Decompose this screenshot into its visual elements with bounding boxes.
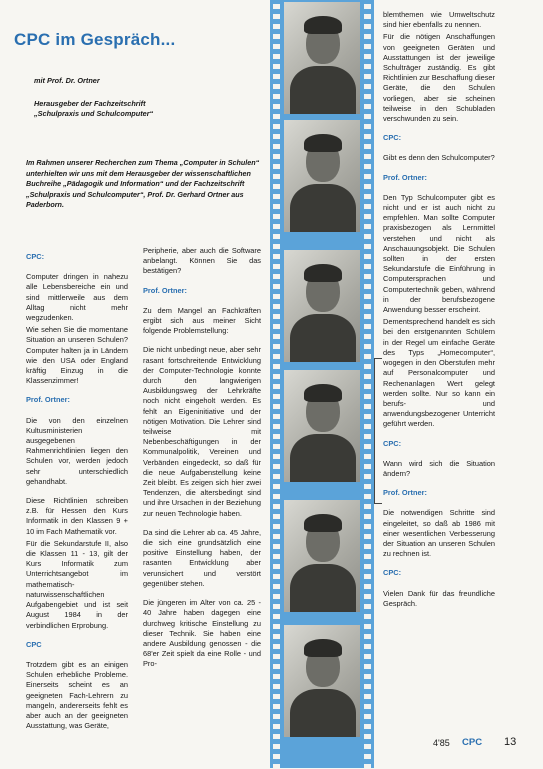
- perf-right: [364, 754, 371, 759]
- perf-right: [364, 544, 371, 549]
- perf-left: [273, 104, 280, 109]
- interview-partner: mit Prof. Dr. Ortner: [34, 76, 100, 85]
- speaker-label: CPC: [26, 639, 42, 649]
- perf-right: [364, 564, 371, 569]
- perf-left: [273, 584, 280, 589]
- perf-left: [273, 84, 280, 89]
- speaker-label: CPC:: [383, 568, 402, 578]
- perf-left: [273, 754, 280, 759]
- perf-right: [364, 184, 371, 189]
- perf-right: [364, 634, 371, 639]
- perf-left: [273, 454, 280, 459]
- perf-right: [364, 194, 371, 199]
- intro-paragraph: Im Rahmen unserer Recherchen zum Thema „Computer in Schulen“ unterhielten wir uns mit dem Herausgeber der wissenschaftlichen Buchreihe „Pädagogik und Information“ und der Fachzeitschrift „Schulpraxis und Schulcomputer“, Prof. Dr. Gerhard Ortner aus Paderborn.: [26, 158, 260, 210]
- paragraph: Diese Richtlinien schreiben z.B. für Hessen den Kurs Informatik in den Klassen 9 + 10 im Fach Mathematik vor.: [26, 496, 128, 536]
- perf-right: [364, 424, 371, 429]
- perf-left: [273, 444, 280, 449]
- perf-right: [364, 644, 371, 649]
- perf-left: [273, 554, 280, 559]
- perf-right: [364, 244, 371, 249]
- perf-left: [273, 164, 280, 169]
- perf-left: [273, 194, 280, 199]
- paragraph: Computer dringen in nahezu alle Lebensbereiche ein und sind mittlerweile aus dem Alltag nicht mehr wegzudenken.: [26, 272, 128, 323]
- perf-right: [364, 264, 371, 269]
- perf-left: [273, 744, 280, 749]
- perf-right: [364, 474, 371, 479]
- perf-left: [273, 154, 280, 159]
- perf-right: [364, 764, 371, 769]
- perf-left: [273, 364, 280, 369]
- perf-right: [364, 284, 371, 289]
- perf-right: [364, 694, 371, 699]
- perf-right: [364, 154, 371, 159]
- paragraph: Gibt es denn den Schulcomputer?: [383, 153, 495, 163]
- perf-left: [273, 94, 280, 99]
- paragraph: Peripherie, aber auch die Software anbelangt. Können Sie das bestätigen?: [143, 246, 261, 276]
- perf-right: [364, 114, 371, 119]
- perf-left: [273, 204, 280, 209]
- perf-right: [364, 534, 371, 539]
- perf-left: [273, 14, 280, 19]
- perf-right: [364, 324, 371, 329]
- perf-left: [273, 724, 280, 729]
- perf-right: [364, 374, 371, 379]
- perf-left: [273, 704, 280, 709]
- speaker-label: Prof. Ortner:: [383, 172, 427, 182]
- perf-left: [273, 324, 280, 329]
- perf-right: [364, 224, 371, 229]
- paragraph: Zu dem Mangel an Fachkräften ergibt sich aus meiner Sicht folgende Problemstellung:: [143, 305, 261, 336]
- perf-left: [273, 304, 280, 309]
- perf-right: [364, 274, 371, 279]
- perf-left: [273, 734, 280, 739]
- paragraph: Trotzdem gibt es an einigen Schulen erhebliche Probleme. Einerseits scheint es an geeigneten Fach-Lehrern zu mangeln, andererseits fehlt es aber auch an der geeigneten Ausstattung, was Geräte,: [26, 659, 128, 731]
- perf-right: [364, 294, 371, 299]
- speaker-label: CPC:: [383, 133, 402, 143]
- perf-left: [273, 374, 280, 379]
- text-column-2: [143, 246, 261, 679]
- perf-left: [273, 714, 280, 719]
- paragraph: Den Typ Schulcomputer gibt es nicht und er ist auch nicht zu empfehlen. Man sollte Computer praxisbezogen als Lernmittel verstehen und nicht als Anschauungsobjekt. Die Schulen sollten in der ersten Sekundarstufe die Einführung in Computersprachen und Computertechnik geben, während in der berufsbezogene Anwendung besser erscheint.: [383, 192, 495, 315]
- perf-left: [273, 624, 280, 629]
- perf-right: [364, 304, 371, 309]
- perf-right: [364, 654, 371, 659]
- perf-right: [364, 484, 371, 489]
- perf-left: [273, 144, 280, 149]
- perf-right: [364, 214, 371, 219]
- interview-photo: [284, 500, 360, 612]
- perf-left: [273, 244, 280, 249]
- perf-left: [273, 654, 280, 659]
- perf-right: [364, 494, 371, 499]
- perf-right: [364, 704, 371, 709]
- paragraph: Da sind die Lehrer ab ca. 45 Jahre, die sich eine grundsätzlich eine positive Einstellung haben, der rasanten Entwicklung aber verunsichert und verstört gegenüber stehen.: [143, 527, 261, 588]
- perf-left: [273, 134, 280, 139]
- paragraph: Wann wird sich die Situation ändern?: [383, 458, 495, 478]
- perf-left: [273, 534, 280, 539]
- interview-photo: [284, 370, 360, 482]
- page-title: CPC im Gespräch...: [14, 30, 176, 49]
- perf-left: [273, 594, 280, 599]
- perf-right: [364, 464, 371, 469]
- perf-left: [273, 474, 280, 479]
- perf-left: [273, 564, 280, 569]
- speaker-label: Prof. Ortner:: [26, 395, 70, 405]
- perf-left: [273, 514, 280, 519]
- perf-right: [364, 314, 371, 319]
- perf-left: [273, 354, 280, 359]
- speaker-label: CPC:: [383, 438, 402, 448]
- perf-right: [364, 624, 371, 629]
- perf-left: [273, 574, 280, 579]
- paragraph: Die jüngeren im Alter von ca. 25 - 40 Jahre haben dagegen eine durchweg kritische Einstellung zu dieser Technik. Sie haben eine andere Ausbildung genossen - die 68'er Zeit spielt da eine Rolle - und Pro-: [143, 598, 261, 669]
- perf-right: [364, 364, 371, 369]
- perf-right: [364, 124, 371, 129]
- speaker-label: Prof. Ortner:: [143, 285, 187, 295]
- perf-left: [273, 674, 280, 679]
- perf-right: [364, 94, 371, 99]
- perf-right: [364, 54, 371, 59]
- perf-left: [273, 314, 280, 319]
- paragraph: Die notwendigen Schritte sind eingeleitet, so daß ab 1986 mit einer wesentlichen Verbesserung der Situation an unseren Schulen zu rechnen ist.: [383, 508, 495, 559]
- perf-left: [273, 664, 280, 669]
- perf-right: [364, 734, 371, 739]
- perf-left: [273, 414, 280, 419]
- perf-left: [273, 284, 280, 289]
- perf-left: [273, 604, 280, 609]
- perf-right: [364, 84, 371, 89]
- perf-right: [364, 504, 371, 509]
- perf-right: [364, 14, 371, 19]
- perf-left: [273, 384, 280, 389]
- perf-left: [273, 44, 280, 49]
- perf-left: [273, 264, 280, 269]
- perf-left: [273, 544, 280, 549]
- perf-right: [364, 574, 371, 579]
- perf-left: [273, 114, 280, 119]
- text-column-1: [26, 246, 128, 740]
- perf-right: [364, 514, 371, 519]
- perf-left: [273, 494, 280, 499]
- perf-right: [364, 34, 371, 39]
- perf-right: [364, 744, 371, 749]
- perf-right: [364, 74, 371, 79]
- issue-number: 4'85: [433, 738, 450, 748]
- perf-left: [273, 4, 280, 9]
- partner-role-line2: „Schulpraxis und Schulcomputer“: [34, 108, 154, 118]
- perf-left: [273, 124, 280, 129]
- perf-left: [273, 484, 280, 489]
- perf-left: [273, 434, 280, 439]
- paragraph: Wie sehen Sie die momentane Situation an unseren Schulen? Computer halten ja in Ländern wie den USA oder England kräftig Einzug in die Klassenzimmer!: [26, 325, 128, 386]
- perf-right: [364, 144, 371, 149]
- perf-right: [364, 524, 371, 529]
- paragraph: Für die Sekundarstufe II, also die Klassen 11 - 13, gilt der Kurs Informatik zum Unterrichtsangebot im mathematisch-naturwissenschaftlichen Aufgabengebiet und ist seit August 1984 in der verbindlichen Erprobung.: [26, 538, 128, 630]
- perf-right: [364, 344, 371, 349]
- perf-right: [364, 714, 371, 719]
- partner-role: [34, 99, 254, 118]
- paragraph: Die von den einzelnen Kultusministerien ausgegebenen Rahmenrichtlinien liegen den Schulen vor, werden jedoch sehr unterschiedlich gehandhabt.: [26, 415, 128, 486]
- perf-right: [364, 4, 371, 9]
- perf-left: [273, 684, 280, 689]
- perf-right: [364, 334, 371, 339]
- perf-left: [273, 224, 280, 229]
- perf-right: [364, 254, 371, 259]
- perf-left: [273, 254, 280, 259]
- perf-left: [273, 294, 280, 299]
- perf-right: [364, 384, 371, 389]
- paragraph: blemthemen wie Umweltschutz sind hier ebenfalls zu nennen.: [383, 10, 495, 30]
- perf-left: [273, 64, 280, 69]
- paragraph: Für die nötigen Anschaffungen von geeigneten Geräten und Ausstattungen ist der jeweilige Schulträger zuständig. Es gibt Richtlinien zur Beschaffung dieser Geräte, die den Schulen vorliegen, aber sie scheinen teilweise in den Schubladen verschwunden zu sein.: [383, 32, 495, 124]
- perf-left: [273, 524, 280, 529]
- perf-right: [364, 24, 371, 29]
- page-number: 13: [504, 736, 517, 748]
- perf-right: [364, 164, 371, 169]
- perf-left: [273, 54, 280, 59]
- perf-left: [273, 394, 280, 399]
- perf-right: [364, 554, 371, 559]
- partner-role-line1: Herausgeber der Fachzeitschrift: [34, 99, 146, 108]
- perf-left: [273, 424, 280, 429]
- perf-right: [364, 614, 371, 619]
- perf-left: [273, 34, 280, 39]
- speaker-label: CPC:: [26, 252, 45, 261]
- perf-right: [364, 354, 371, 359]
- perf-right: [364, 404, 371, 409]
- perf-right: [364, 664, 371, 669]
- perf-right: [364, 104, 371, 109]
- perf-left: [273, 74, 280, 79]
- text-column-3: [383, 10, 495, 618]
- interview-photo: [284, 250, 360, 362]
- perf-right: [364, 204, 371, 209]
- perf-right: [364, 444, 371, 449]
- perf-right: [364, 454, 371, 459]
- perf-right: [364, 64, 371, 69]
- perf-right: [364, 414, 371, 419]
- paragraph: Vielen Dank für das freundliche Gespräch.: [383, 588, 495, 608]
- perf-right: [364, 674, 371, 679]
- perf-right: [364, 604, 371, 609]
- perf-left: [273, 184, 280, 189]
- interview-photo: [284, 625, 360, 737]
- perf-right: [364, 134, 371, 139]
- perf-left: [273, 614, 280, 619]
- perf-right: [364, 584, 371, 589]
- perf-right: [364, 234, 371, 239]
- perf-right: [364, 174, 371, 179]
- magazine-logo: CPC: [462, 737, 483, 748]
- perf-left: [273, 234, 280, 239]
- speaker-label: Prof. Ortner:: [383, 488, 427, 498]
- perf-right: [364, 394, 371, 399]
- perf-left: [273, 24, 280, 29]
- perf-right: [364, 684, 371, 689]
- paragraph: Dementsprechend handelt es sich bei den erstgenannten Schülern in der Regel um einfache Geräte des Typs „Homecomputer“, wogegen in den Oberstufen mehr auf Personalcomputer und Rechenanlagen Wert gelegt werden sollte. Nur so kann ein berufs- und anwendungsbezogener Unterricht geführt werden.: [383, 317, 495, 429]
- perf-left: [273, 464, 280, 469]
- perf-right: [364, 44, 371, 49]
- perf-left: [273, 504, 280, 509]
- perf-right: [364, 724, 371, 729]
- perf-left: [273, 644, 280, 649]
- perf-right: [364, 434, 371, 439]
- filmstrip-photos: [270, 0, 374, 768]
- perf-left: [273, 174, 280, 179]
- perf-left: [273, 334, 280, 339]
- perf-left: [273, 694, 280, 699]
- paragraph: Die nicht unbedingt neue, aber sehr rasant fortschreitende Entwicklung der Computer-Technologie konnte durch den langwierigen Ausbildungsweg der Lehrkräfte noch nicht eingeholt werden. Es fehlt an Eigeninitiative und der nötigen Motivation. Die Lehrer sind teilweise mit Nebenbeschäftigungen in der Kommunalpolitik, Vereinen und Verbänden eingedeckt, so daß für die neue Aufgabenstellung keine Zeit bleibt. Es zeigen sich hier zwei Tendenzen, die altersbedingt sind und ihre Ursachen in der Beziehung zur neuen Technologie haben.: [143, 345, 261, 518]
- perf-left: [273, 344, 280, 349]
- perf-right: [364, 594, 371, 599]
- perf-left: [273, 214, 280, 219]
- perf-left: [273, 764, 280, 769]
- interview-photo: [284, 120, 360, 232]
- perf-left: [273, 634, 280, 639]
- perf-left: [273, 274, 280, 279]
- perf-left: [273, 404, 280, 409]
- interview-photo: [284, 2, 360, 114]
- margin-bracket: [374, 358, 382, 504]
